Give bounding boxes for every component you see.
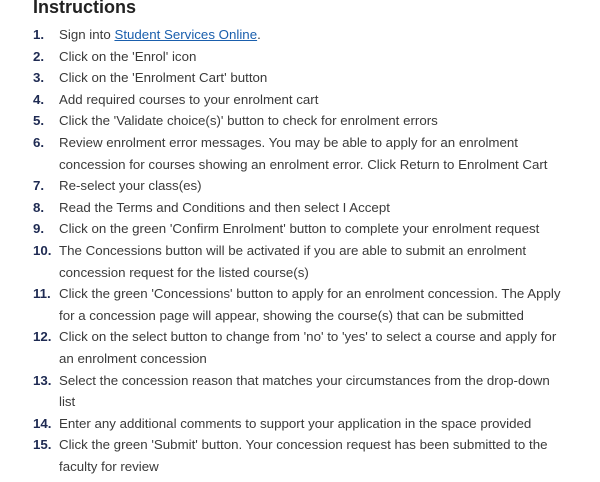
- step-number: 13.: [33, 372, 52, 388]
- step-text: Click the 'Validate choice(s)' button to check for enrolment errors: [59, 113, 438, 129]
- step-number: 15.: [33, 437, 52, 453]
- step-text: Enter any additional comments to support your application in the space provided: [59, 415, 532, 431]
- step-number: 6.: [33, 134, 45, 150]
- step-5: [0, 110, 600, 132]
- step-number: 4.: [33, 91, 45, 107]
- step-text: Re-select your class(es): [59, 178, 202, 194]
- step-9: [0, 218, 600, 240]
- step-6: [0, 132, 600, 175]
- step-11: [0, 283, 600, 326]
- step-number: 10.: [33, 242, 52, 258]
- step-text: Sign into: [59, 27, 115, 42]
- step-number: 1.: [33, 27, 45, 42]
- step-2: [0, 46, 600, 68]
- step-number: 7.: [33, 178, 45, 194]
- instructions-list: [0, 24, 600, 477]
- step-number: 11.: [33, 286, 51, 302]
- step-number: 8.: [33, 199, 45, 215]
- step-number: 2.: [33, 48, 45, 64]
- step-number: 3.: [33, 70, 45, 86]
- step-number: 5.: [33, 113, 45, 129]
- step-14: [0, 413, 600, 435]
- step-text: Click on the select button to change from 'no' to 'yes' to select a course and apply for an enrolment concession: [59, 329, 557, 366]
- step-3: [0, 67, 600, 89]
- step-12: [0, 326, 600, 369]
- instructions-heading: Instructions: [33, 0, 137, 17]
- step-number: 9.: [33, 221, 45, 237]
- step-10: [0, 240, 600, 283]
- step-7: [0, 175, 600, 197]
- step-text: Click the green 'Submit' button. Your concession request has been submitted to the faculty for review: [59, 437, 548, 474]
- step-text: The Concessions button will be activated if you are able to submit an enrolment concession request for the listed course(s): [59, 242, 527, 280]
- step-text: Click on the green 'Confirm Enrolment' button to complete your enrolment request: [59, 221, 540, 237]
- step-1: [0, 24, 600, 46]
- step-text: Click on the 'Enrol' icon: [59, 48, 197, 64]
- step-text-end: .: [257, 27, 261, 42]
- step-text: Select the concession reason that matches your circumstances from the drop-down list: [59, 372, 550, 410]
- step-4: [0, 89, 600, 111]
- step-number: 12.: [33, 329, 52, 345]
- step-text: Add required courses to your enrolment cart: [59, 91, 319, 107]
- step-text: Click the green 'Concessions' button to apply for an enrolment concession. The Apply for a concession page will appear, showing the course(s) that can be submitted: [59, 286, 561, 323]
- step-13: [0, 370, 600, 413]
- step-text: Review enrolment error messages. You may be able to apply for an enrolment concession for courses showing an enrolment error. Click Return to Enrolment Cart: [59, 134, 548, 172]
- step-number: 14.: [33, 415, 52, 431]
- step-text: Click on the 'Enrolment Cart' button: [59, 70, 268, 86]
- step-8: [0, 197, 600, 219]
- student-services-online-link[interactable]: Student Services Online: [114, 27, 258, 42]
- step-text: Read the Terms and Conditions and then select I Accept: [59, 199, 390, 215]
- step-15: [0, 434, 600, 477]
